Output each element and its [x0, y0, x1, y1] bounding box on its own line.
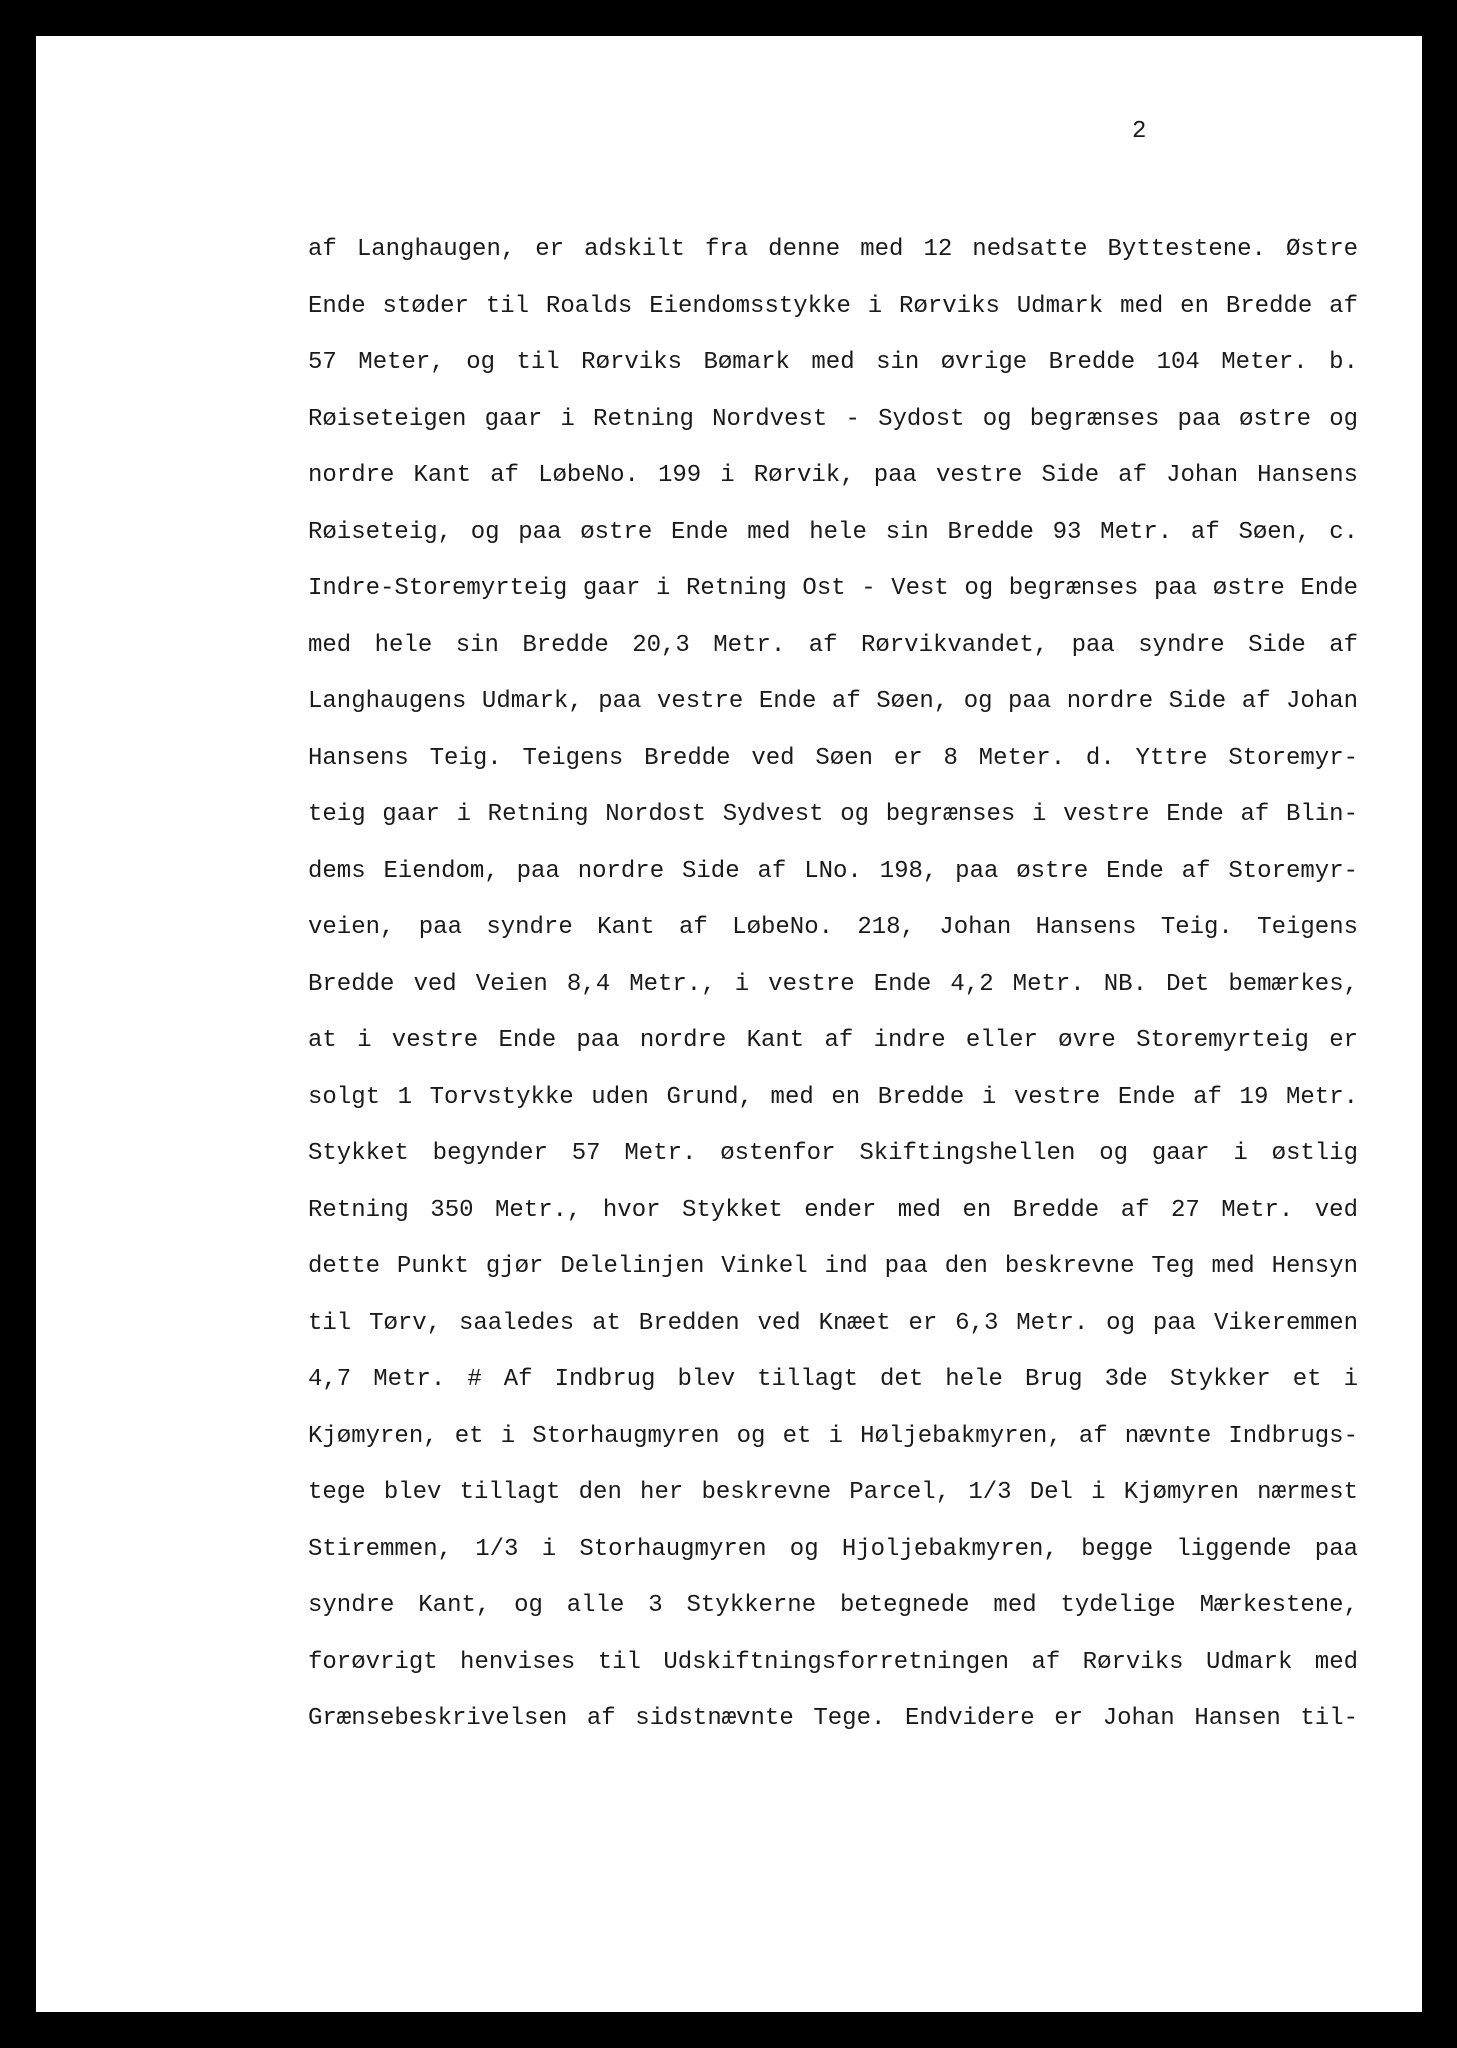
text-line: Røiseteigen gaar i Retning Nordvest - Sydost og begrænses paa østre og — [308, 405, 1358, 433]
text-line: 57 Meter, og til Rørviks Bømark med sin øvrige Bredde 104 Meter. b. — [308, 349, 1358, 376]
text-line: teig gaar i Retning Nordost Sydvest og begrænses i vestre Ende af Blin- — [308, 801, 1358, 828]
text-line: at i vestre Ende paa nordre Kant af indre eller øvre Storemyrteig er — [308, 1027, 1358, 1054]
text-line: dette Punkt gjør Delelinjen Vinkel ind paa den beskrevne Teg med Hensyn — [308, 1253, 1358, 1280]
text-line: af Langhaugen, er adskilt fra denne med 12 nedsatte Byttestene. Østre — [308, 236, 1358, 263]
text-line: Røiseteig, og paa østre Ende med hele sin Bredde 93 Metr. af Søen, c. — [308, 518, 1358, 546]
text-line: Kjømyren, et i Storhaugmyren og et i Høljebakmyren, af nævnte Indbrugs- — [308, 1422, 1358, 1450]
text-line: forøvrigt henvises til Udskiftningsforretningen af Rørviks Udmark med — [308, 1648, 1358, 1676]
text-line: Hansens Teig. Teigens Bredde ved Søen er 8 Meter. d. Yttre Storemyr- — [308, 744, 1358, 772]
text-line: nordre Kant af LøbeNo. 199 i Rørvik, paa vestre Side af Johan Hansens — [308, 462, 1358, 489]
text-line: Stykket begynder 57 Metr. østenfor Skiftingshellen og gaar i østlig — [308, 1140, 1358, 1167]
page-number: 2 — [1132, 118, 1147, 145]
text-line: Grænsebeskrivelsen af sidstnævnte Tege. Endvidere er Johan Hansen til- — [308, 1705, 1358, 1732]
text-line: til Tørv, saaledes at Bredden ved Knæet er 6,3 Metr. og paa Vikeremmen — [308, 1309, 1358, 1337]
text-line: Bredde ved Veien 8,4 Metr., i vestre Ende 4,2 Metr. NB. Det bemærkes, — [308, 970, 1358, 998]
text-line: Stiremmen, 1/3 i Storhaugmyren og Hjoljebakmyren, begge liggende paa — [308, 1535, 1358, 1563]
text-line: Retning 350 Metr., hvor Stykket ender med en Bredde af 27 Metr. ved — [308, 1196, 1358, 1224]
text-line: dems Eiendom, paa nordre Side af LNo. 198, paa østre Ende af Storemyr- — [308, 857, 1358, 885]
text-line: veien, paa syndre Kant af LøbeNo. 218, Johan Hansens Teig. Teigens — [308, 914, 1358, 941]
text-line: Ende støder til Roalds Eiendomsstykke i Rørviks Udmark med en Bredde af — [308, 292, 1358, 320]
text-line: Langhaugens Udmark, paa vestre Ende af Søen, og paa nordre Side af Johan — [308, 688, 1358, 715]
text-line: med hele sin Bredde 20,3 Metr. af Rørvikvandet, paa syndre Side af — [308, 631, 1358, 659]
text-line: 4,7 Metr. # Af Indbrug blev tillagt det hele Brug 3de Stykker et i — [308, 1366, 1358, 1393]
document-page — [36, 36, 1422, 2012]
text-line: syndre Kant, og alle 3 Stykkerne betegnede med tydelige Mærkestene, — [308, 1592, 1358, 1619]
text-line: solgt 1 Torvstykke uden Grund, med en Bredde i vestre Ende af 19 Metr. — [308, 1083, 1358, 1111]
body-text — [308, 222, 1358, 1748]
text-line: Indre-Storemyrteig gaar i Retning Ost - Vest og begrænses paa østre Ende — [308, 575, 1358, 602]
text-line: tege blev tillagt den her beskrevne Parcel, 1/3 Del i Kjømyren nærmest — [308, 1479, 1358, 1506]
